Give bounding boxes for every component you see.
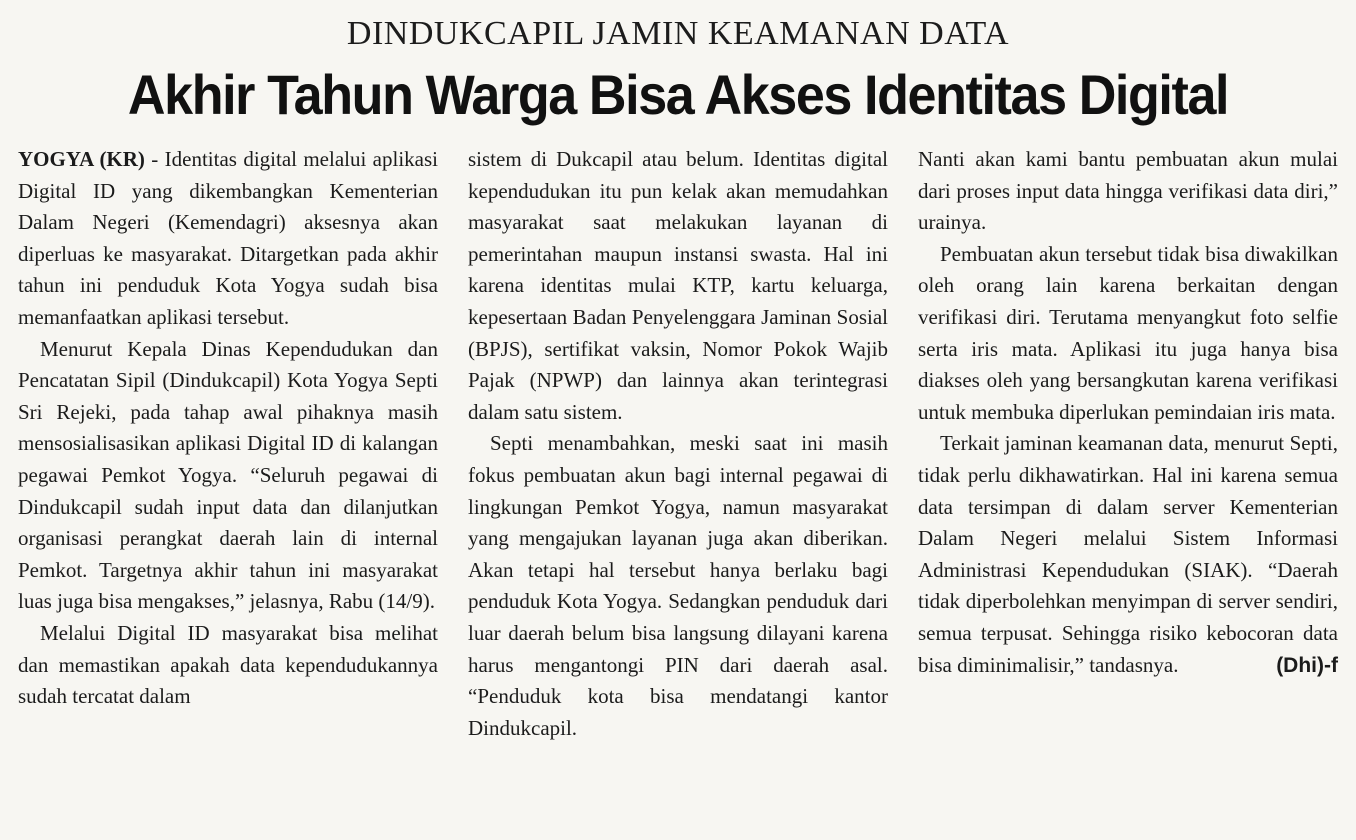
article-kicker: DINDUKCAPIL JAMIN KEAMANAN DATA	[346, 15, 1010, 52]
paragraph: Melalui Digital ID masyarakat bisa melihat dan memastikan apakah data kependudukannya sudah tercatat dalam	[18, 620, 438, 709]
dateline: YOGYA (KR)	[18, 147, 145, 171]
paragraph: Pembuatan akun tersebut tidak bisa diwakilkan oleh orang lain karena berkaitan dengan verifikasi diri. Terutama menyangkut foto selfie serta iris mata. Aplikasi itu juga hanya bisa diakses oleh yang bersangkutan karena verifikasi untuk membuka diperlukan pemindaian iris mata.	[918, 241, 1338, 424]
article-headline: Akhir Tahun Warga Bisa Akses Identitas Digital	[127, 63, 1229, 126]
paragraph	[18, 144, 438, 334]
article-columns	[18, 144, 1338, 744]
column-2	[468, 144, 888, 744]
paragraph	[918, 428, 1338, 681]
paragraph: Menurut Kepala Dinas Kependudukan dan Pencatatan Sipil (Dindukcapil) Kota Yogya Septi Sri Rejeki, pada tahap awal pihaknya masih mensosialisasikan aplikasi Digital ID di kalangan pegawai Pemkot Yogya. “Seluruh pegawai di Dindukcapil sudah input data dan dilanjutkan organisasi perangkat daerah lain di internal Pemkot. Targetnya akhir tahun ini masyarakat luas juga bisa mengakses,” jelasnya, Rabu (14/9).	[18, 336, 438, 614]
paragraph: sistem di Dukcapil atau belum. Identitas digital kependudukan itu pun kelak akan memudahkan masyarakat saat melakukan layanan di pemerintahan maupun instansi swasta. Hal ini karena identitas mulai KTP, kartu keluarga, kepesertaan Badan Penyelenggara Jaminan Sosial (BPJS), sertifikat vaksin, Nomor Pokok Wajib Pajak (NPWP) dan lainnya akan terintegrasi dalam satu sistem.	[468, 147, 888, 424]
paragraph: Nanti akan kami bantu pembuatan akun mulai dari proses input data hingga verifikasi data diri,” urainya.	[918, 147, 1338, 235]
column-1	[18, 144, 438, 744]
paragraph-text: Terkait jaminan keamanan data, menurut Septi, tidak perlu dikhawatirkan. Hal ini karena semua data tersimpan di dalam server Kementerian Dalam Negeri melalui Sistem Informasi Administrasi Kependudukan (SIAK). “Daerah tidak diperbolehkan menyimpan di server sendiri, semua terpusat. Sehingga risiko kebocoran data bisa diminimalisir,” tandasnya.	[918, 431, 1338, 677]
byline: (Dhi)-f	[1276, 653, 1338, 677]
paragraph: Septi menambahkan, meski saat ini masih fokus pembuatan akun bagi internal pegawai di lingkungan Pemkot Yogya, namun masyarakat yang mengajukan layanan juga akan diberikan. Akan tetapi hal tersebut hanya berlaku bagi penduduk Kota Yogya. Sedangkan penduduk dari luar daerah belum bisa langsung dilayani karena harus mengantongi PIN dari daerah asal. “Penduduk kota bisa mendatangi kantor Dindukcapil.	[468, 431, 888, 740]
column-3	[918, 144, 1338, 744]
paragraph-text: - Identitas digital melalui aplikasi Digital ID yang dikembangkan Kementerian Dalam Negeri (Kemendagri) aksesnya akan diperluas ke masyarakat. Ditargetkan pada akhir tahun ini penduduk Kota Yogya sudah bisa memanfaatkan aplikasi tersebut.	[18, 147, 438, 329]
